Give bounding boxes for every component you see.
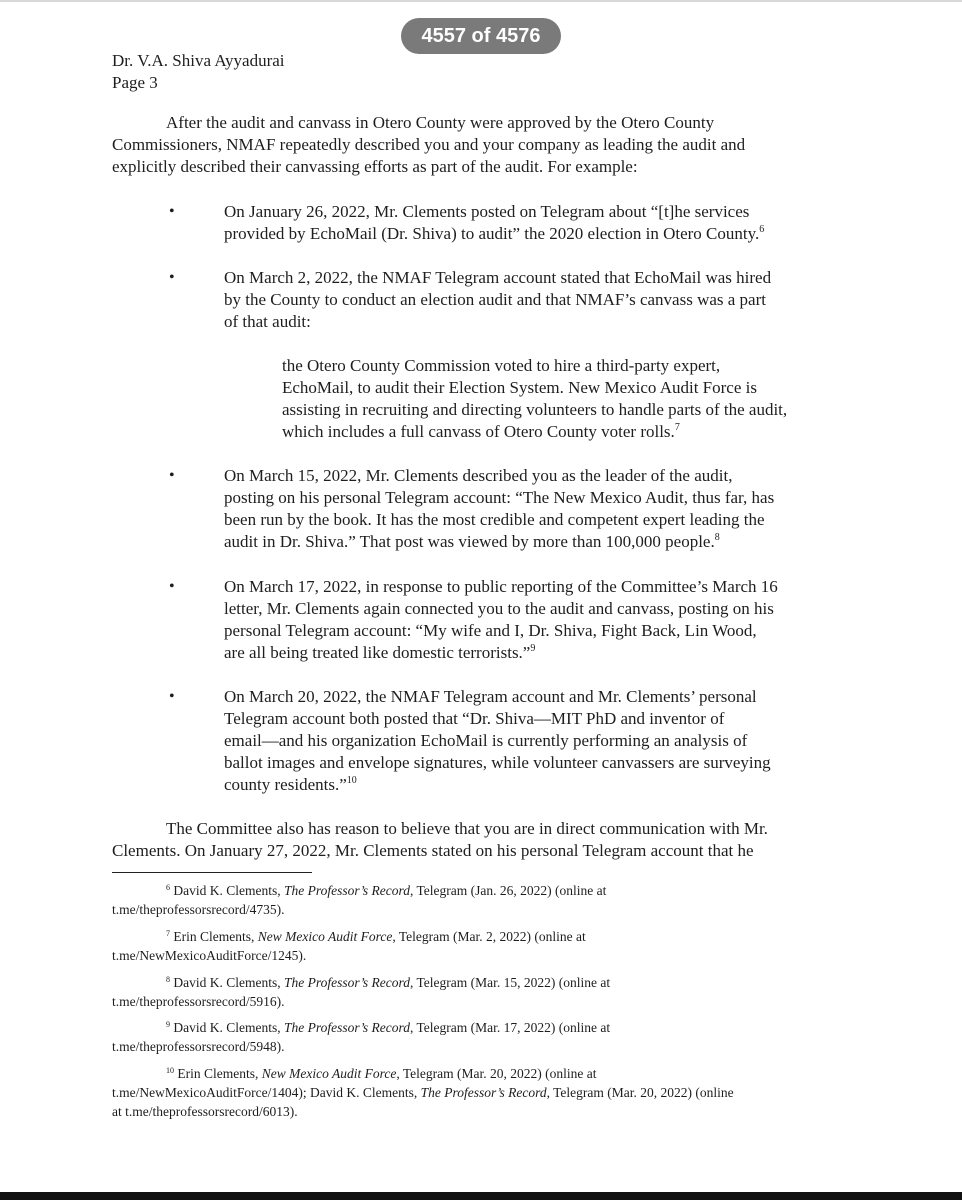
text-line: which includes a full canvass of Otero County voter rolls.$^7$ [282,422,680,441]
text-line: On March 17, 2022, in response to public reporting of the Committee’s March 16 [224,577,778,596]
text-line: Commissioners, NMAF repeatedly described you and your company as leading the audit and [112,135,746,154]
text-line: the Otero County Commission voted to hire a third-party expert, [282,356,721,375]
footnote-ref[interactable]: 10 [346,775,357,786]
text-line: explicitly described their canvassing efforts as part of the audit. For example: [112,157,638,176]
footnote-line: $^{10}$ Erin Clements, New Mexico Audit Force, Telegram (Mar. 20, 2022) (online at [166,1066,597,1081]
bullet-marker: • [169,688,175,705]
footnote-link[interactable]: at t.me/theprofessorsrecord/6013). [112,1104,298,1119]
footnote-link[interactable]: t.me/NewMexicoAuditForce/1245). [112,948,307,963]
text-line: posting on his personal Telegram account: “The New Mexico Audit, thus far, has [224,488,775,507]
recipient-name: Dr. V.A. Shiva Ayyadurai [112,51,285,70]
footnote-ref[interactable]: 7 [674,422,680,433]
bullet-marker: • [169,467,175,484]
text-line: assisting in recruiting and directing volunteers to handle parts of the audit, [282,400,788,419]
text-line: by the County to conduct an election audit and that NMAF’s canvass was a part [224,290,766,309]
bullet-marker: • [169,203,175,220]
text-line: email—and his organization EchoMail is currently performing an analysis of [224,731,748,750]
footnote-line: $^9$ David K. Clements, The Professor’s Record, Telegram (Mar. 17, 2022) (online at [166,1020,611,1035]
text-line: are all being treated like domestic terrorists.”$^9$ [224,643,536,662]
text-line: county residents.”$^{10}$ [224,775,357,794]
footnote-ref[interactable]: 8 [714,532,720,543]
footnote-link[interactable]: t.me/theprofessorsrecord/5948). [112,1039,285,1054]
text-line: The Committee also has reason to believe that you are in direct communication with Mr. [166,819,768,838]
footnote-link[interactable]: t.me/theprofessorsrecord/5916). [112,994,285,1009]
bullet-marker: • [169,269,175,286]
footnote-line: t.me/NewMexicoAuditForce/1404); David K. Clements, The Professor’s Record, Telegram (Mar. 20, 2022) (online [112,1085,734,1100]
text-line: ballot images and envelope signatures, while volunteer canvassers are surveying [224,753,771,772]
text-line: provided by EchoMail (Dr. Shiva) to audit” the 2020 election in Otero County.$^6$ [224,224,765,243]
footnote-link[interactable]: t.me/theprofessorsrecord/4735). [112,902,285,917]
text-line: of that audit: [224,312,311,331]
page-number: Page 3 [112,73,158,92]
text-line: On March 2, 2022, the NMAF Telegram account stated that EchoMail was hired [224,268,772,287]
viewer-bottom-bar [0,1192,962,1200]
text-line: audit in Dr. Shiva.” That post was viewed by more than 100,000 people.$^8$ [224,532,720,551]
bullet-marker: • [169,578,175,595]
text-line: On January 26, 2022, Mr. Clements posted on Telegram about “[t]he services [224,202,750,221]
footnote-line: $^6$ David K. Clements, The Professor’s Record, Telegram (Jan. 26, 2022) (online at [166,883,607,898]
page-counter-badge: 4557 of 4576 [401,18,561,54]
text-line: letter, Mr. Clements again connected you to the audit and canvass, posting on his [224,599,774,618]
text-line: personal Telegram account: “My wife and I, Dr. Shiva, Fight Back, Lin Wood, [224,621,757,640]
text-line: On March 20, 2022, the NMAF Telegram account and Mr. Clements’ personal [224,687,757,706]
footnote-divider [112,872,312,873]
text-line: Clements. On January 27, 2022, Mr. Clements stated on his personal Telegram account that he [112,841,754,860]
footnote-line: $^7$ Erin Clements, New Mexico Audit Force, Telegram (Mar. 2, 2022) (online at [166,929,586,944]
text-line: Telegram account both posted that “Dr. Shiva—MIT PhD and inventor of [224,709,725,728]
text-line: After the audit and canvass in Otero County were approved by the Otero County [166,113,715,132]
footnote-ref[interactable]: 9 [530,643,536,654]
footnote-line: $^8$ David K. Clements, The Professor’s Record, Telegram (Mar. 15, 2022) (online at [166,975,611,990]
text-line: On March 15, 2022, Mr. Clements described you as the leader of the audit, [224,466,733,485]
footnote-ref[interactable]: 6 [759,224,765,235]
text-line: been run by the book. It has the most credible and competent expert leading the [224,510,765,529]
text-line: EchoMail, to audit their Election System. New Mexico Audit Force is [282,378,757,397]
